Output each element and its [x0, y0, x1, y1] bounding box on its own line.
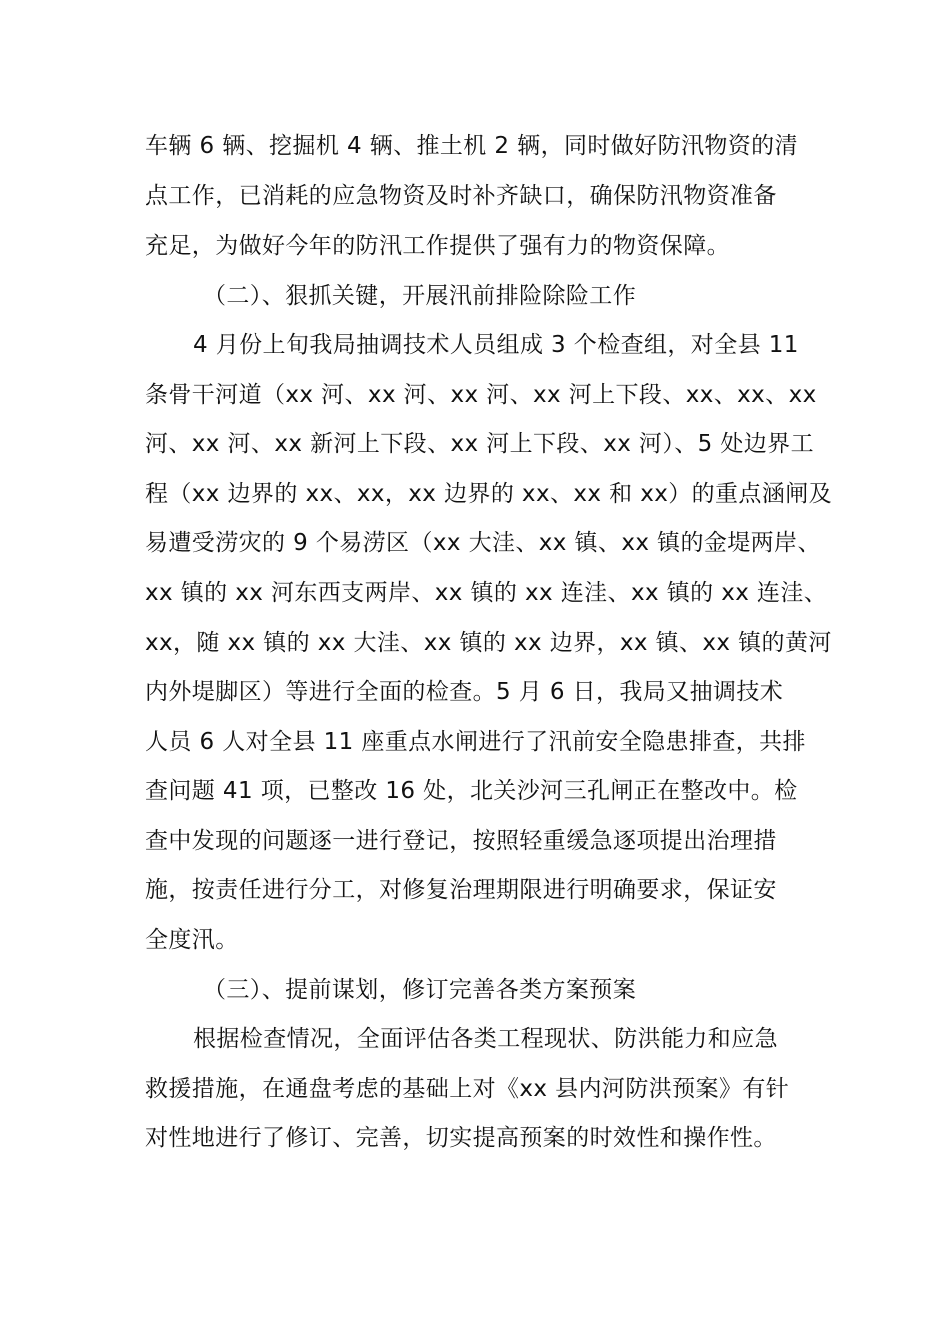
text-line: 对性地进行了修订、完善，切实提高预案的时效性和操作性。 — [145, 1125, 777, 1151]
text-line: 充足，为做好今年的防汛工作提供了强有力的物资保障。 — [145, 233, 730, 259]
text-line: xx，随 xx 镇的 xx 大洼、xx 镇的 xx 边界，xx 镇、xx 镇的黄河 — [145, 630, 832, 656]
text-line: 查问题 41 项，已整改 16 处，北关沙河三孔闸正在整改中。检 — [145, 778, 798, 804]
text-line: 车辆 6 辆、挖掘机 4 辆、推土机 2 辆，同时做好防汛物资的清 — [145, 133, 798, 159]
text-line: 根据检查情况，全面评估各类工程现状、防洪能力和应急 — [193, 1026, 778, 1052]
text-line: 内外堤脚区）等进行全面的检查。5 月 6 日，我局又抽调技术 — [145, 679, 784, 705]
text-line: 易遭受涝灾的 9 个易涝区（xx 大洼、xx 镇、xx 镇的金堤两岸、 — [145, 530, 821, 556]
text-line: 救援措施，在通盘考虑的基础上对《xx 县内河防洪预案》有针 — [145, 1076, 790, 1102]
text-line: 程（xx 边界的 xx、xx，xx 边界的 xx、xx 和 xx）的重点涵闸及 — [145, 481, 833, 507]
text-line: 施，按责任进行分工，对修复治理期限进行明确要求，保证安 — [145, 877, 777, 903]
text-line: 点工作，已消耗的应急物资及时补齐缺口，确保防汛物资准备 — [145, 183, 777, 209]
section-heading: （二）、狠抓关键，开展汛前排险除险工作 — [203, 283, 637, 309]
text-line: 4 月份上旬我局抽调技术人员组成 3 个检查组，对全县 11 — [193, 332, 799, 358]
text-line: xx 镇的 xx 河东西支两岸、xx 镇的 xx 连洼、xx 镇的 xx 连洼、 — [145, 580, 828, 606]
text-line: 全度汛。 — [145, 927, 239, 953]
section-heading: （三）、提前谋划，修订完善各类方案预案 — [203, 977, 637, 1003]
text-line: 河、xx 河、xx 新河上下段、xx 河上下段、xx 河）、5 处边界工 — [145, 431, 814, 457]
text-line: 查中发现的问题逐一进行登记，按照轻重缓急逐项提出治理措 — [145, 828, 777, 854]
text-line: 条骨干河道（xx 河、xx 河、xx 河、xx 河上下段、xx、xx、xx — [145, 382, 817, 408]
text-line: 人员 6 人对全县 11 座重点水闸进行了汛前安全隐患排查，共排 — [145, 729, 806, 755]
